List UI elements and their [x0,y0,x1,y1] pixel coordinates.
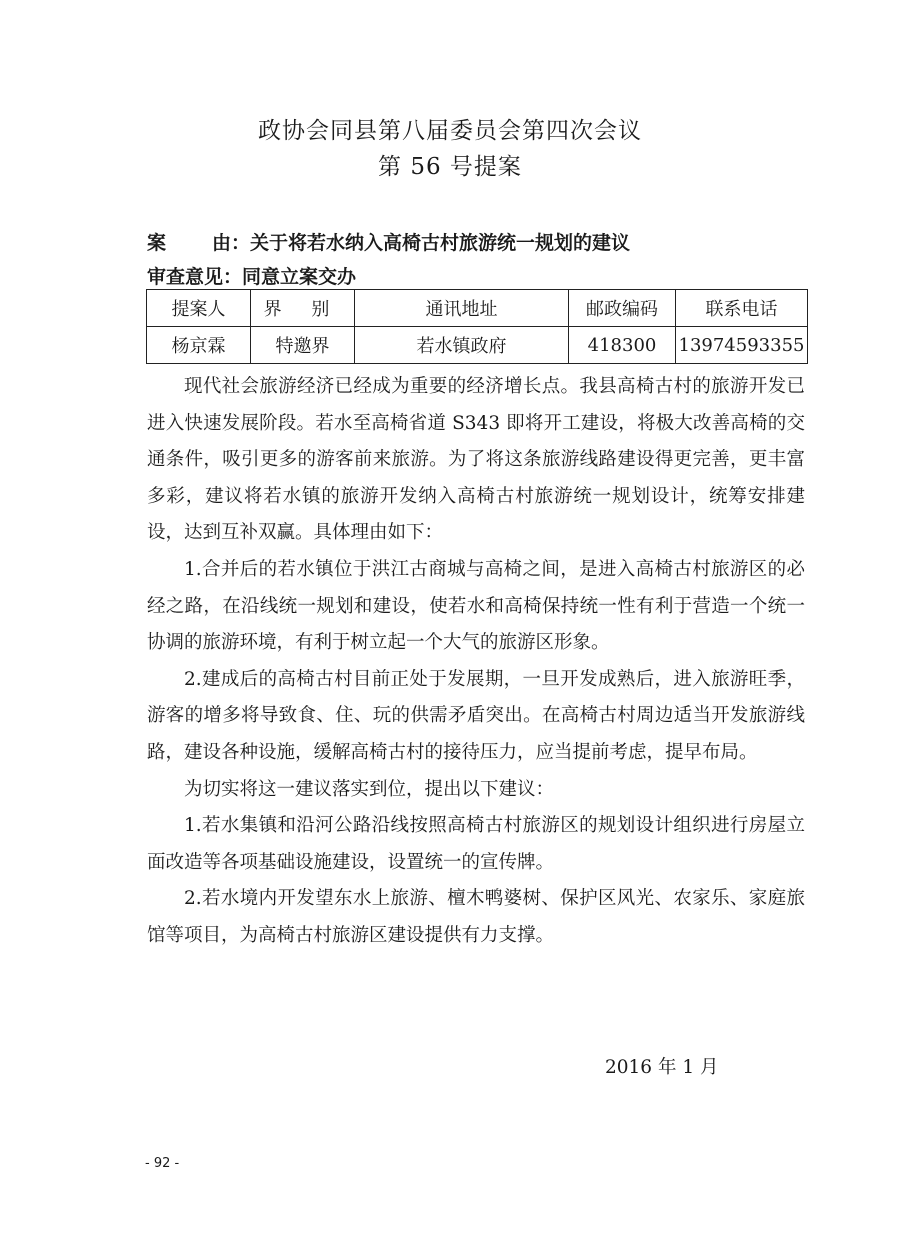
header-sector: 界 别 [251,290,355,327]
cell-phone: 13974593355 [676,327,808,364]
document-date: 2016 年 1 月 [605,1057,719,1078]
cell-sector: 特邀界 [251,327,355,364]
header-phone: 联系电话 [676,290,808,327]
reason-label-b: 由： [212,232,251,254]
cell-postcode: 418300 [569,327,676,364]
header-postcode: 邮政编码 [569,290,676,327]
proposer-info-table [146,289,808,364]
reason-value: 关于将若水纳入高椅古村旅游统一规划的建议 [250,232,631,254]
body-paragraph: 现代社会旅游经济已经成为重要的经济增长点。我县高椅古村的旅游开发已进入快速发展阶段。若水至高椅省道 S343 即将开工建设，将极大改善高椅的交通条件，吸引更多的游客前来旅游。为了将这条旅游线路建设得更完善，更丰富多彩，建议将若水镇的旅游开发纳入高椅古村旅游统一规划设计，统筹安排建设，达到互补双赢。具体理由如下： [147,376,805,544]
body-paragraph: 2.若水境内开发望东水上旅游、檀木鸭婆树、保护区风光、农家乐、家庭旅馆等项目，为高椅古村旅游区建设提供有力支撑。 [147,888,805,946]
review-value: 同意立案交办 [242,266,357,288]
document-title: 政协会同县第八届委员会第四次会议 [258,118,642,144]
proposal-body [147,369,805,955]
page-number: - 92 - [145,1156,180,1171]
review-label: 审查意见： [147,266,243,288]
body-paragraph: 1.合并后的若水镇位于洪江古商城与高椅之间，是进入高椅古村旅游区的必经之路，在沿线统一规划和建设，使若水和高椅保持统一性有利于营造一个统一协调的旅游环境，有利于树立起一个大气的旅游区形象。 [147,558,805,654]
header-proposer: 提案人 [147,290,251,327]
reason-label-a: 案 [147,232,167,254]
header-address: 通讯地址 [355,290,569,327]
table-row [147,327,808,364]
table-header-row [147,290,808,327]
proposal-number: 第 56 号提案 [378,154,522,180]
body-paragraph: 2.建成后的高椅古村目前正处于发展期，一旦开发成熟后，进入旅游旺季，游客的增多将导致食、住、玩的供需矛盾突出。在高椅古村周边适当开发旅游线路，建设各种设施，缓解高椅古村的接待压力，应当提前考虑，提早布局。 [147,668,805,763]
reason-line [147,228,630,255]
body-paragraph: 为切实将这一建议落实到位，提出以下建议： [184,778,555,800]
cell-proposer: 杨京霖 [147,327,251,364]
cell-address: 若水镇政府 [355,327,569,364]
body-paragraph: 1.若水集镇和沿河公路沿线按照高椅古村旅游区的规划设计组织进行房屋立面改造等各项基础设施建设，设置统一的宣传牌。 [147,815,805,873]
review-line [147,262,356,289]
